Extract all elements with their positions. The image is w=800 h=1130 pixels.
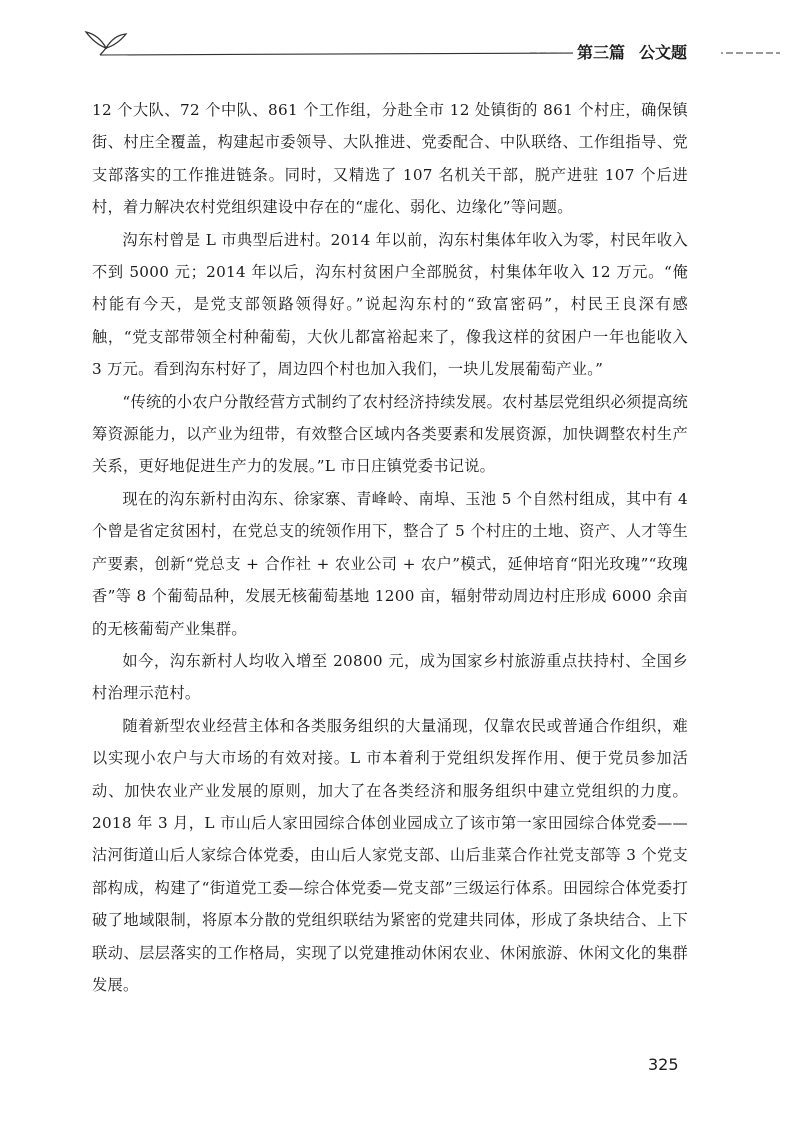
page-header	[0, 0, 800, 80]
paragraph-1: 12 个大队、72 个中队、861 个工作组，分赴全市 12 处镇街的 861 个村庄，确保镇街、村庄全覆盖，构建起市委领导、大队推进、党委配合、中队联络、工作组指导、党支部落实的工作推进链条。同时，又精选了 107 名机关干部，脱产进驻 107 个后进村，着力解决农村党组织建设中存在的“虚化、弱化、边缘化”等问题。	[92, 101, 688, 217]
paragraph-3: “传统的小农户分散经营方式制约了农村经济持续发展。农村基层党组织必须提高统筹资源能力，以产业为纽带，有效整合区域内各类要素和发展资源，加快调整农村生产关系，更好地促进生产力的发展。”L 市日庄镇党委书记说。	[92, 392, 689, 476]
page-number: 325	[648, 1055, 679, 1074]
paragraph-2: 沟东村曾是 L 市典型后进村。2014 年以前，沟东村集体年收入为零，村民年收入不到 5000 元；2014 年以后，沟东村贫困户全部脱贫，村集体年收入 12 万元。“俺村能有今天，是党支部领路领得好。”说起沟东村的“致富密码”，村民王良深有感触，“党支部带领全村种葡萄，大伙儿都富裕起来了，像我这样的贫困户一年也能收入 3 万元。看到沟东村好了，周边四个村也加入我们，一块儿发展葡萄产业。”	[92, 230, 688, 379]
topic-title: 公文题	[639, 43, 688, 62]
paragraph-5: 如今，沟东新村人均收入增至 20800 元，成为国家乡村旅游重点扶持村、全国乡村治理示范村。	[92, 651, 688, 703]
paragraph-4: 现在的沟东新村由沟东、徐家寨、青峰岭、南埠、玉池 5 个自然村组成，其中有 4 个曾是省定贫困村，在党总支的统领作用下，整合了 5 个村庄的土地、资产、人才等生产要素，创新“党总支 + 合作社 + 农业公司 + 农户”模式，延伸培育“阳光玫瑰”“玫瑰香”等 8 个葡萄品种，发展无核葡萄基地 1200 亩，辐射带动周边村庄形成 6000 余亩的无核葡萄产业集群。	[92, 489, 688, 638]
section-title: 第三篇	[577, 43, 626, 62]
paragraph-6: 随着新型农业经营主体和各类服务组织的大量涌现，仅靠农民或普通合作组织，难以实现小农户与大市场的有效对接。L 市本着利于党组织发挥作用、便于党员参加活动、加快农业产业发展的原则，加大了在各类经济和服务组织中建立党组织的力度。2018 年 3 月，L 市山后人家田园综合体创业园成立了该市第一家田园综合体党委——沽河街道山后人家综合体党委，由山后人家党支部、山后韭菜合作社党支部等 3 个党支部构成，构建了“街道党工委—综合体党委—党支部”三级运行体系。田园综合体党委打破了地域限制，将原本分散的党组织联结为紧密的党建共同体，形成了条块结合、上下联动、层层落实的工作格局，实现了以党建推动休闲农业、休闲旅游、休闲文化的集群发展。	[92, 716, 688, 994]
body-text	[92, 94, 688, 1001]
leaf-sprout-icon	[86, 32, 126, 55]
chapter-label	[573, 40, 721, 63]
